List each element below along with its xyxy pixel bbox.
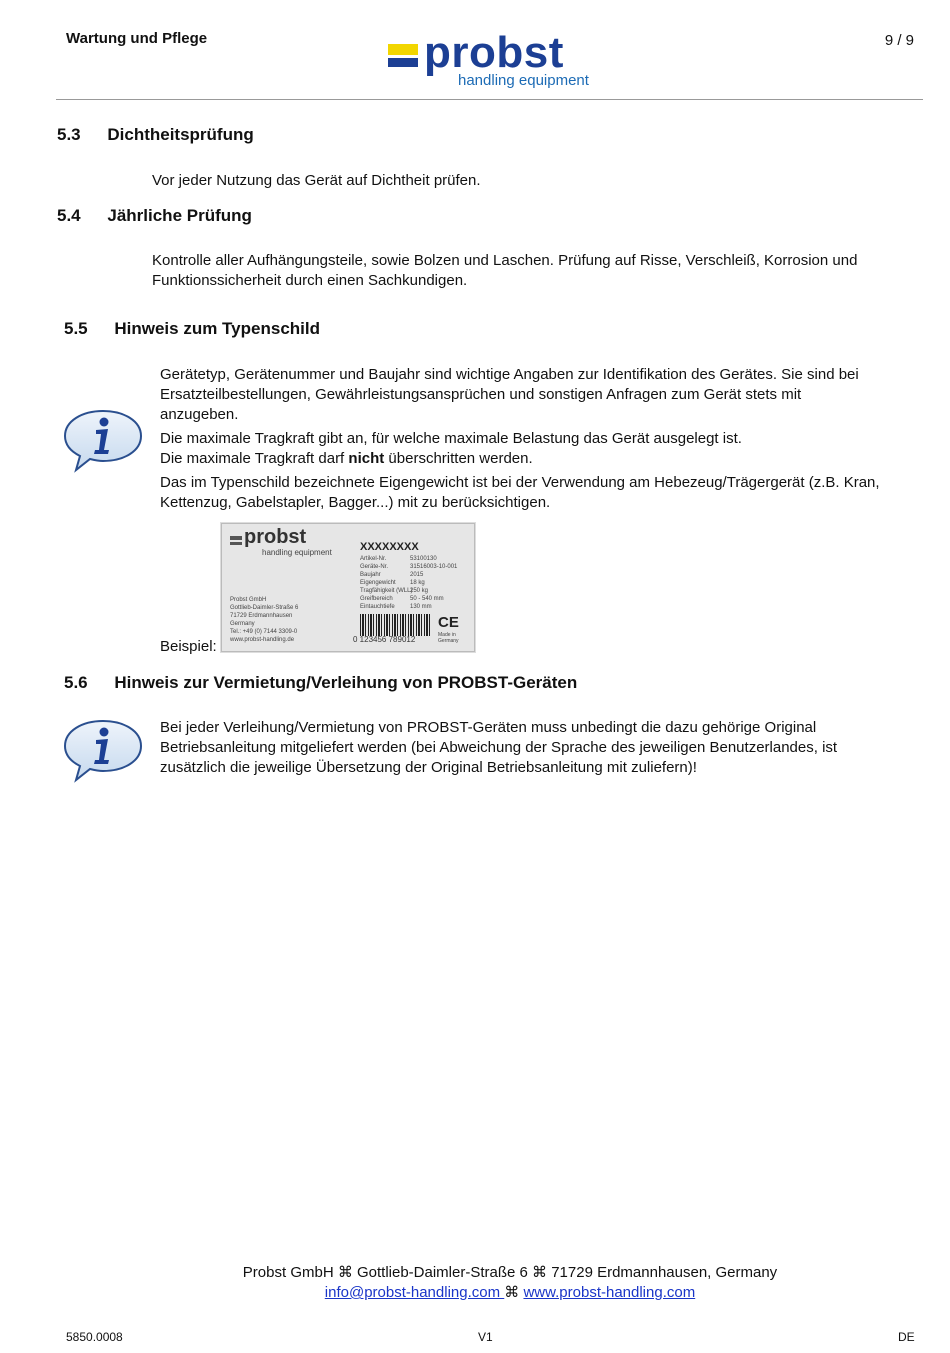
text-line: Ersatzteilbestellungen, Gewährleistungsansprüchen und sonstigen Anfragen zum Gerät stets mit	[160, 386, 802, 403]
section-5-6-text	[160, 718, 837, 778]
plate-spec-row	[360, 579, 460, 587]
text-line: Funktionssicherheit durch einen Sachkundigen.	[152, 272, 468, 289]
plate-logo-word: probst	[244, 526, 307, 548]
spec-key: Tragfähigkeit (WLL)	[360, 588, 413, 594]
section-title: Jährliche Prüfung	[107, 206, 252, 225]
text-line: Gerätetyp, Gerätenummer und Baujahr sind wichtige Angaben zur Identifikation des Gerätes. Sie sind bei	[160, 366, 859, 383]
plate-logo-sub: handling equipment	[262, 548, 332, 557]
spec-value: 18 kg	[410, 580, 425, 586]
made-in-germany	[438, 632, 459, 644]
made-line: Made in	[438, 632, 456, 638]
section-5-5-heading	[64, 319, 320, 339]
logo-sub: handling equipment	[458, 72, 589, 89]
text-fragment: überschritten werden.	[384, 450, 533, 467]
language-code: DE	[898, 1330, 915, 1344]
separator: ⌘	[504, 1284, 524, 1301]
section-5-4-text	[152, 251, 857, 291]
text-line: zusätzlich die jeweilige Übersetzung der Original Betriebsanleitung mit zuliefern)!	[160, 759, 697, 776]
section-title: Hinweis zur Vermietung/Verleihung von PROBST-Geräten	[114, 673, 578, 692]
plate-spec-row	[360, 563, 460, 571]
plate-address	[230, 596, 298, 644]
doc-number: 5850.0008	[66, 1330, 123, 1344]
spec-value: 50 - 540 mm	[410, 596, 444, 602]
example-label: Beispiel:	[160, 638, 217, 655]
header-title: Wartung und Pflege	[66, 30, 208, 47]
type-plate-image	[221, 523, 475, 652]
section-5-6-heading	[64, 673, 577, 693]
version: V1	[478, 1330, 493, 1344]
spec-key: Greifbereich	[360, 596, 393, 602]
address-line: Probst GmbH	[230, 597, 267, 603]
plate-model: XXXXXXXX	[360, 541, 419, 553]
section-title: Hinweis zum Typenschild	[114, 319, 320, 338]
section-number: 5.4	[57, 206, 81, 225]
plate-spec-row	[360, 595, 460, 603]
section-number: 5.5	[64, 319, 88, 338]
address-line: Tel.: +49 (0) 7144 3309-0	[230, 629, 298, 635]
spec-value: 31516003-10-001	[410, 564, 458, 570]
footer-address: Probst GmbH ⌘ Gottlieb-Daimler-Straße 6 ⌘ 71729 Erdmannhausen, Germany	[242, 1264, 778, 1281]
plate-spec-row	[360, 603, 460, 611]
header-divider	[56, 99, 923, 100]
spec-value: 130 mm	[410, 604, 432, 610]
spec-key: Geräte-Nr.	[360, 564, 389, 570]
plate-spec-row	[360, 571, 460, 579]
logo-word: probst	[424, 28, 564, 77]
footer-links	[0, 1283, 950, 1301]
plate-specs	[360, 555, 460, 611]
text-line: Das im Typenschild bezeichnete Eigengewicht ist bei der Verwendung am Hebezeug/Trägergerät (z.B. Kran,	[160, 474, 880, 491]
spec-key: Eintauchtiefe	[360, 604, 395, 610]
spec-value: 2015	[410, 572, 424, 578]
text-line: Bei jeder Verleihung/Vermietung von PROBST-Geräten muss unbedingt die dazu gehörige Original	[160, 719, 817, 736]
address-line: 71729 Erdmannhausen	[230, 613, 293, 619]
section-5-4-heading	[57, 206, 252, 226]
section-5-3-text: Vor jeder Nutzung das Gerät auf Dichtheit prüfen.	[152, 172, 481, 189]
text-line: Kettenzug, Gabelstapler, Bagger...) mit zu berücksichtigen.	[160, 494, 551, 511]
spec-key: Artikel-Nr.	[360, 556, 387, 562]
text-line	[160, 449, 880, 469]
section-title: Dichtheitsprüfung	[107, 125, 254, 144]
info-icon	[62, 408, 144, 474]
probst-logo	[388, 28, 600, 94]
section-number: 5.3	[57, 125, 81, 144]
text-line: Die maximale Tragkraft gibt an, für welche maximale Belastung das Gerät ausgelegt ist.	[160, 430, 742, 447]
section-5-5-text	[160, 365, 880, 513]
made-line: Germany	[438, 638, 459, 644]
plate-spec-row	[360, 555, 460, 563]
emphasis: nicht	[348, 450, 385, 467]
barcode-number: 0 123456 789012	[353, 635, 416, 644]
section-5-3-heading	[57, 125, 254, 145]
spec-value: 53100130	[410, 556, 437, 562]
barcode	[360, 614, 432, 636]
spec-key: Eigengewicht	[360, 580, 396, 586]
text-fragment: Die maximale Tragkraft darf	[160, 450, 349, 467]
spec-value: 250 kg	[410, 588, 429, 594]
text-line: Kontrolle aller Aufhängungsteile, sowie Bolzen und Laschen. Prüfung auf Risse, Verschleiß, Korrosion und	[152, 252, 858, 269]
address-line: Germany	[230, 621, 255, 627]
page-number: 9 / 9	[884, 32, 914, 49]
info-icon	[62, 718, 144, 784]
plate-spec-row	[360, 587, 460, 595]
spec-key: Baujahr	[360, 572, 381, 578]
address-line: www.probst-handling.de	[230, 637, 295, 643]
text-line: Betriebsanleitung mitgeliefert werden (bei Abweichung der Sprache des jeweiligen Benutzerlandes, ist	[160, 739, 838, 756]
ce-mark: CE	[438, 614, 459, 631]
website-link[interactable]: www.probst-handling.com	[523, 1284, 696, 1301]
section-number: 5.6	[64, 673, 88, 692]
text-line: anzugeben.	[160, 406, 239, 423]
email-link[interactable]: info@probst-handling.com	[324, 1284, 505, 1301]
address-line: Gottlieb-Daimler-Straße 6	[230, 605, 299, 611]
